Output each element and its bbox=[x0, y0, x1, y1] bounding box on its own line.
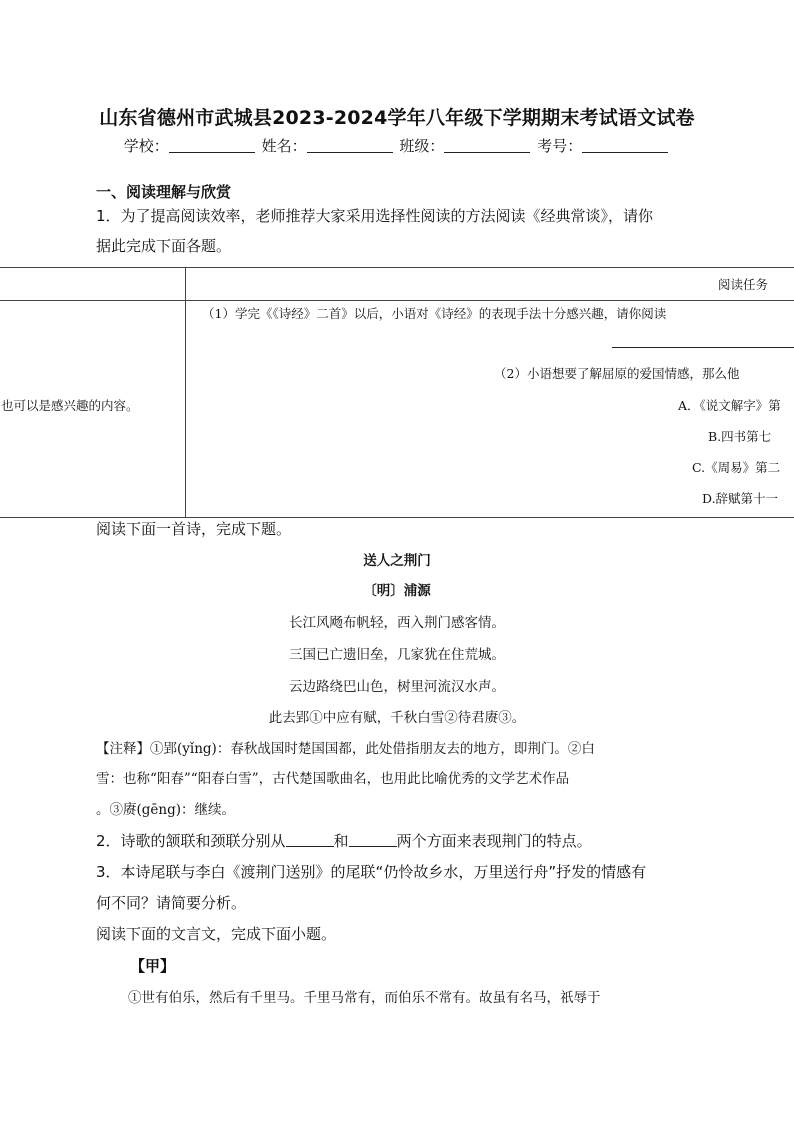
poem-author: 〔明〕浦源 bbox=[363, 583, 431, 599]
section-heading: 一、阅读理解与欣赏 bbox=[96, 183, 232, 201]
answer-blank-2[interactable] bbox=[349, 834, 397, 847]
number-label: 考号： bbox=[537, 137, 583, 155]
answer-blank-1[interactable] bbox=[286, 834, 334, 847]
table-header-left-cell bbox=[0, 268, 186, 301]
option-a: A．《说文解字》第 bbox=[678, 398, 781, 413]
poem-title: 送人之荆门 bbox=[363, 553, 431, 569]
poem-line-4: 此去郢①中应有赋，千秋白雪②待君赓③。 bbox=[268, 710, 526, 726]
table-left-cell bbox=[0, 301, 186, 518]
question-3-line-2: 何不同？请简要分析。 bbox=[96, 894, 247, 912]
class-blank[interactable] bbox=[444, 138, 530, 153]
student-info-line bbox=[0, 135, 794, 156]
class-label: 班级： bbox=[399, 137, 445, 155]
poem-line-2: 三国已亡遗旧垒，几家犹在住荒城。 bbox=[289, 647, 505, 663]
table-left-text: 也可以是感兴趣的内容。 bbox=[1, 398, 139, 413]
question-1-line-1: 1．为了提高阅读效率，老师推荐大家采用选择性阅读的方法阅读《经典常谈》，请你 bbox=[96, 207, 654, 225]
question-2-part-1: 2．诗歌的颔联和颈联分别从 bbox=[96, 832, 286, 850]
poem-intro: 阅读下面一首诗，完成下题。 bbox=[96, 520, 292, 538]
classical-intro: 阅读下面的文言文，完成下面小题。 bbox=[96, 925, 337, 943]
question-2-part-3: 两个方面来表现荆门的特点。 bbox=[396, 832, 592, 850]
poem-line-3: 云边路绕巴山色，树里河流汉水声。 bbox=[289, 679, 505, 695]
question-1-line-2: 据此完成下面各题。 bbox=[96, 237, 232, 255]
question-2 bbox=[96, 830, 592, 851]
page-title: 山东省德州市武城县2023-2024学年八年级下学期期末考试语文试卷 bbox=[99, 107, 695, 129]
school-blank[interactable] bbox=[169, 138, 255, 153]
table-task-cell bbox=[186, 301, 794, 518]
passage-jia-label: 【甲】 bbox=[130, 957, 176, 975]
table-header-label: 阅读任务 bbox=[718, 277, 769, 292]
poem-line-1: 长江风飏布帆轻，西入荆门感客情。 bbox=[289, 615, 505, 631]
option-d: D.辞赋第十一 bbox=[702, 491, 779, 506]
task-1-text: （1）学完《《诗经》二首》以后，小语对《诗经》的表现手法十分感兴趣，请你阅读 bbox=[202, 306, 667, 321]
name-label: 姓名： bbox=[261, 137, 307, 155]
task-2-text: （2）小语想要了解屈原的爱国情感，那么他 bbox=[494, 366, 740, 381]
option-b: B.四书第七 bbox=[708, 429, 772, 444]
option-c: C.《周易》第二 bbox=[692, 460, 781, 475]
number-blank[interactable] bbox=[582, 138, 668, 153]
reading-task-table bbox=[0, 267, 794, 518]
notes-line-1: 【注释】①郢(yǐng)：春秋战国时楚国国都，此处借指朋友去的地方，即荆门。②白 bbox=[96, 741, 595, 757]
passage-line-1: ①世有伯乐，然后有千里马。千里马常有，而伯乐不常有。故虽有名马，祇辱于 bbox=[128, 990, 601, 1006]
notes-line-3: 。③赓(gēng)：继续。 bbox=[96, 802, 236, 818]
task-1-answer-line[interactable] bbox=[612, 347, 794, 348]
question-2-part-2: 和 bbox=[333, 832, 349, 850]
question-3-line-1: 3．本诗尾联与李白《渡荆门送别》的尾联“仍怜故乡水，万里送行舟”抒发的情感有 bbox=[96, 863, 647, 881]
school-label: 学校： bbox=[123, 137, 169, 155]
table-header-right-cell bbox=[186, 268, 794, 301]
notes-line-2: 雪：也称“阳春”“阳春白雪”，古代楚国歌曲名，也用此比喻优秀的文学艺术作品 bbox=[96, 771, 570, 787]
name-blank[interactable] bbox=[307, 138, 393, 153]
